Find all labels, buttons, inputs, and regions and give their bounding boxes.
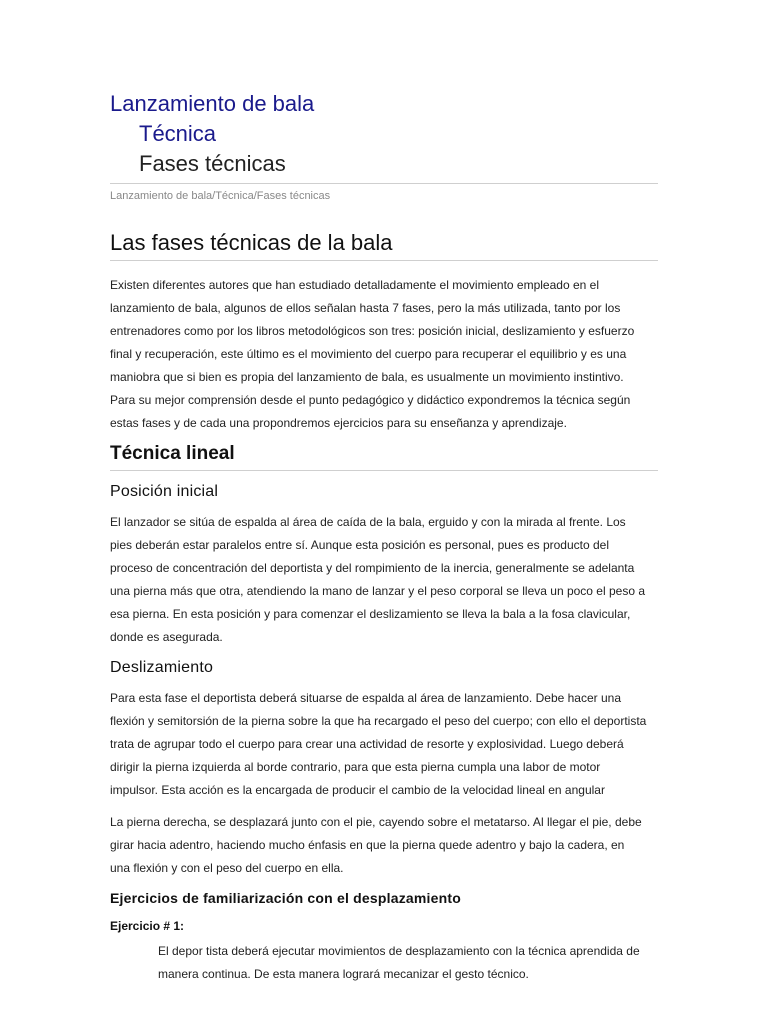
text-line: trata de agrupar todo el cuerpo para crear una actividad de resorte y explosividad. Luego deberá: [110, 737, 624, 751]
text-line: entrenadores como por los libros metodológicos son tres: posición inicial, deslizamiento y esfuerzo: [110, 324, 635, 338]
intro-paragraph: [110, 274, 658, 435]
section-divider: [110, 470, 658, 471]
text-line: esa pierna. En esta posición y para comenzar el deslizamiento se lleva la bala a la fosa clavicular,: [110, 607, 631, 621]
document-content: [110, 90, 658, 986]
text-line: El depor tista deberá ejecutar movimientos de desplazamiento con la técnica aprendida de: [158, 944, 640, 958]
text-line: una pierna más que otra, atendiendo la mano de lanzar y el peso corporal se lleva un poco el peso a: [110, 584, 646, 598]
text-line: lanzamiento de bala, algunos de ellos señalan hasta 7 fases, pero la más utilizada, tanto por los: [110, 301, 621, 315]
text-line: final y recuperación, este último es el movimiento del cuerpo para recuperar el equilibrio y es una: [110, 347, 627, 361]
deslizamiento-paragraph-1: [110, 687, 658, 802]
section-heading-tecnica-lineal: Técnica lineal: [110, 443, 235, 464]
title-fases: Fases técnicas: [139, 151, 286, 176]
text-line: proceso de concentración del deportista y del rompimiento de la inercia, generalmente se adelanta: [110, 561, 635, 575]
text-line: manera continua. De esta manera logrará mecanizar el gesto técnico.: [158, 967, 529, 981]
text-line: impulsor. Esta acción es la encargada de producir el cambio de la velocidad lineal en angular: [110, 783, 605, 797]
text-line: dirigir la pierna izquierda al borde contrario, para que esta pierna cumpla una labor de motor: [110, 760, 601, 774]
heading-posicion-inicial: Posición inicial: [110, 483, 219, 500]
title-divider: [110, 260, 658, 261]
text-line: flexión y semitorsión de la pierna sobre la que ha recargado el peso del cuerpo; con ello el deportista: [110, 714, 647, 728]
text-line: maniobra que si bien es propia del lanzamiento de bala, es usualmente un movimiento instintivo.: [110, 370, 624, 384]
breadcrumb: Lanzamiento de bala/Técnica/Fases técnicas: [110, 190, 331, 202]
page-title: Las fases técnicas de la bala: [110, 230, 393, 255]
posicion-paragraph: [110, 511, 658, 649]
exercise-1-label: Ejercicio # 1:: [110, 919, 185, 933]
text-line: girar hacia adentro, haciendo mucho énfasis en que la pierna quede adentro y bajo la cadera, en: [110, 838, 625, 852]
text-line: La pierna derecha, se desplazará junto con el pie, cayendo sobre el metatarso. Al llegar el pie, debe: [110, 815, 642, 829]
header-divider: [110, 183, 658, 184]
heading-deslizamiento: Deslizamiento: [110, 659, 214, 676]
title-tecnica: Técnica: [139, 121, 217, 146]
text-line: Para esta fase el deportista deberá situarse de espalda al área de lanzamiento. Debe hacer una: [110, 691, 621, 705]
text-line: estas fases y de cada una propondremos ejercicios para su enseñanza y aprendizaje.: [110, 416, 567, 430]
text-line: El lanzador se sitúa de espalda al área de caída de la bala, erguido y con la mirada al frente. Los: [110, 515, 626, 529]
text-line: donde es asegurada.: [110, 630, 223, 644]
text-line: pies deberán estar paralelos entre sí. Aunque esta posición es personal, pues es producto del: [110, 538, 609, 552]
text-line: Existen diferentes autores que han estudiado detalladamente el movimiento empleado en el: [110, 278, 599, 292]
title-lanzamiento: Lanzamiento de bala: [110, 91, 315, 116]
text-line: Para su mejor comprensión desde el punto pedagógico y didáctico expondremos la técnica según: [110, 393, 631, 407]
deslizamiento-paragraph-2: [110, 811, 658, 880]
text-line: una flexión y con el peso del cuerpo en ella.: [110, 861, 344, 875]
exercise-1-text: [158, 940, 658, 986]
heading-ejercicios: Ejercicios de familiarización con el desplazamiento: [110, 890, 461, 906]
